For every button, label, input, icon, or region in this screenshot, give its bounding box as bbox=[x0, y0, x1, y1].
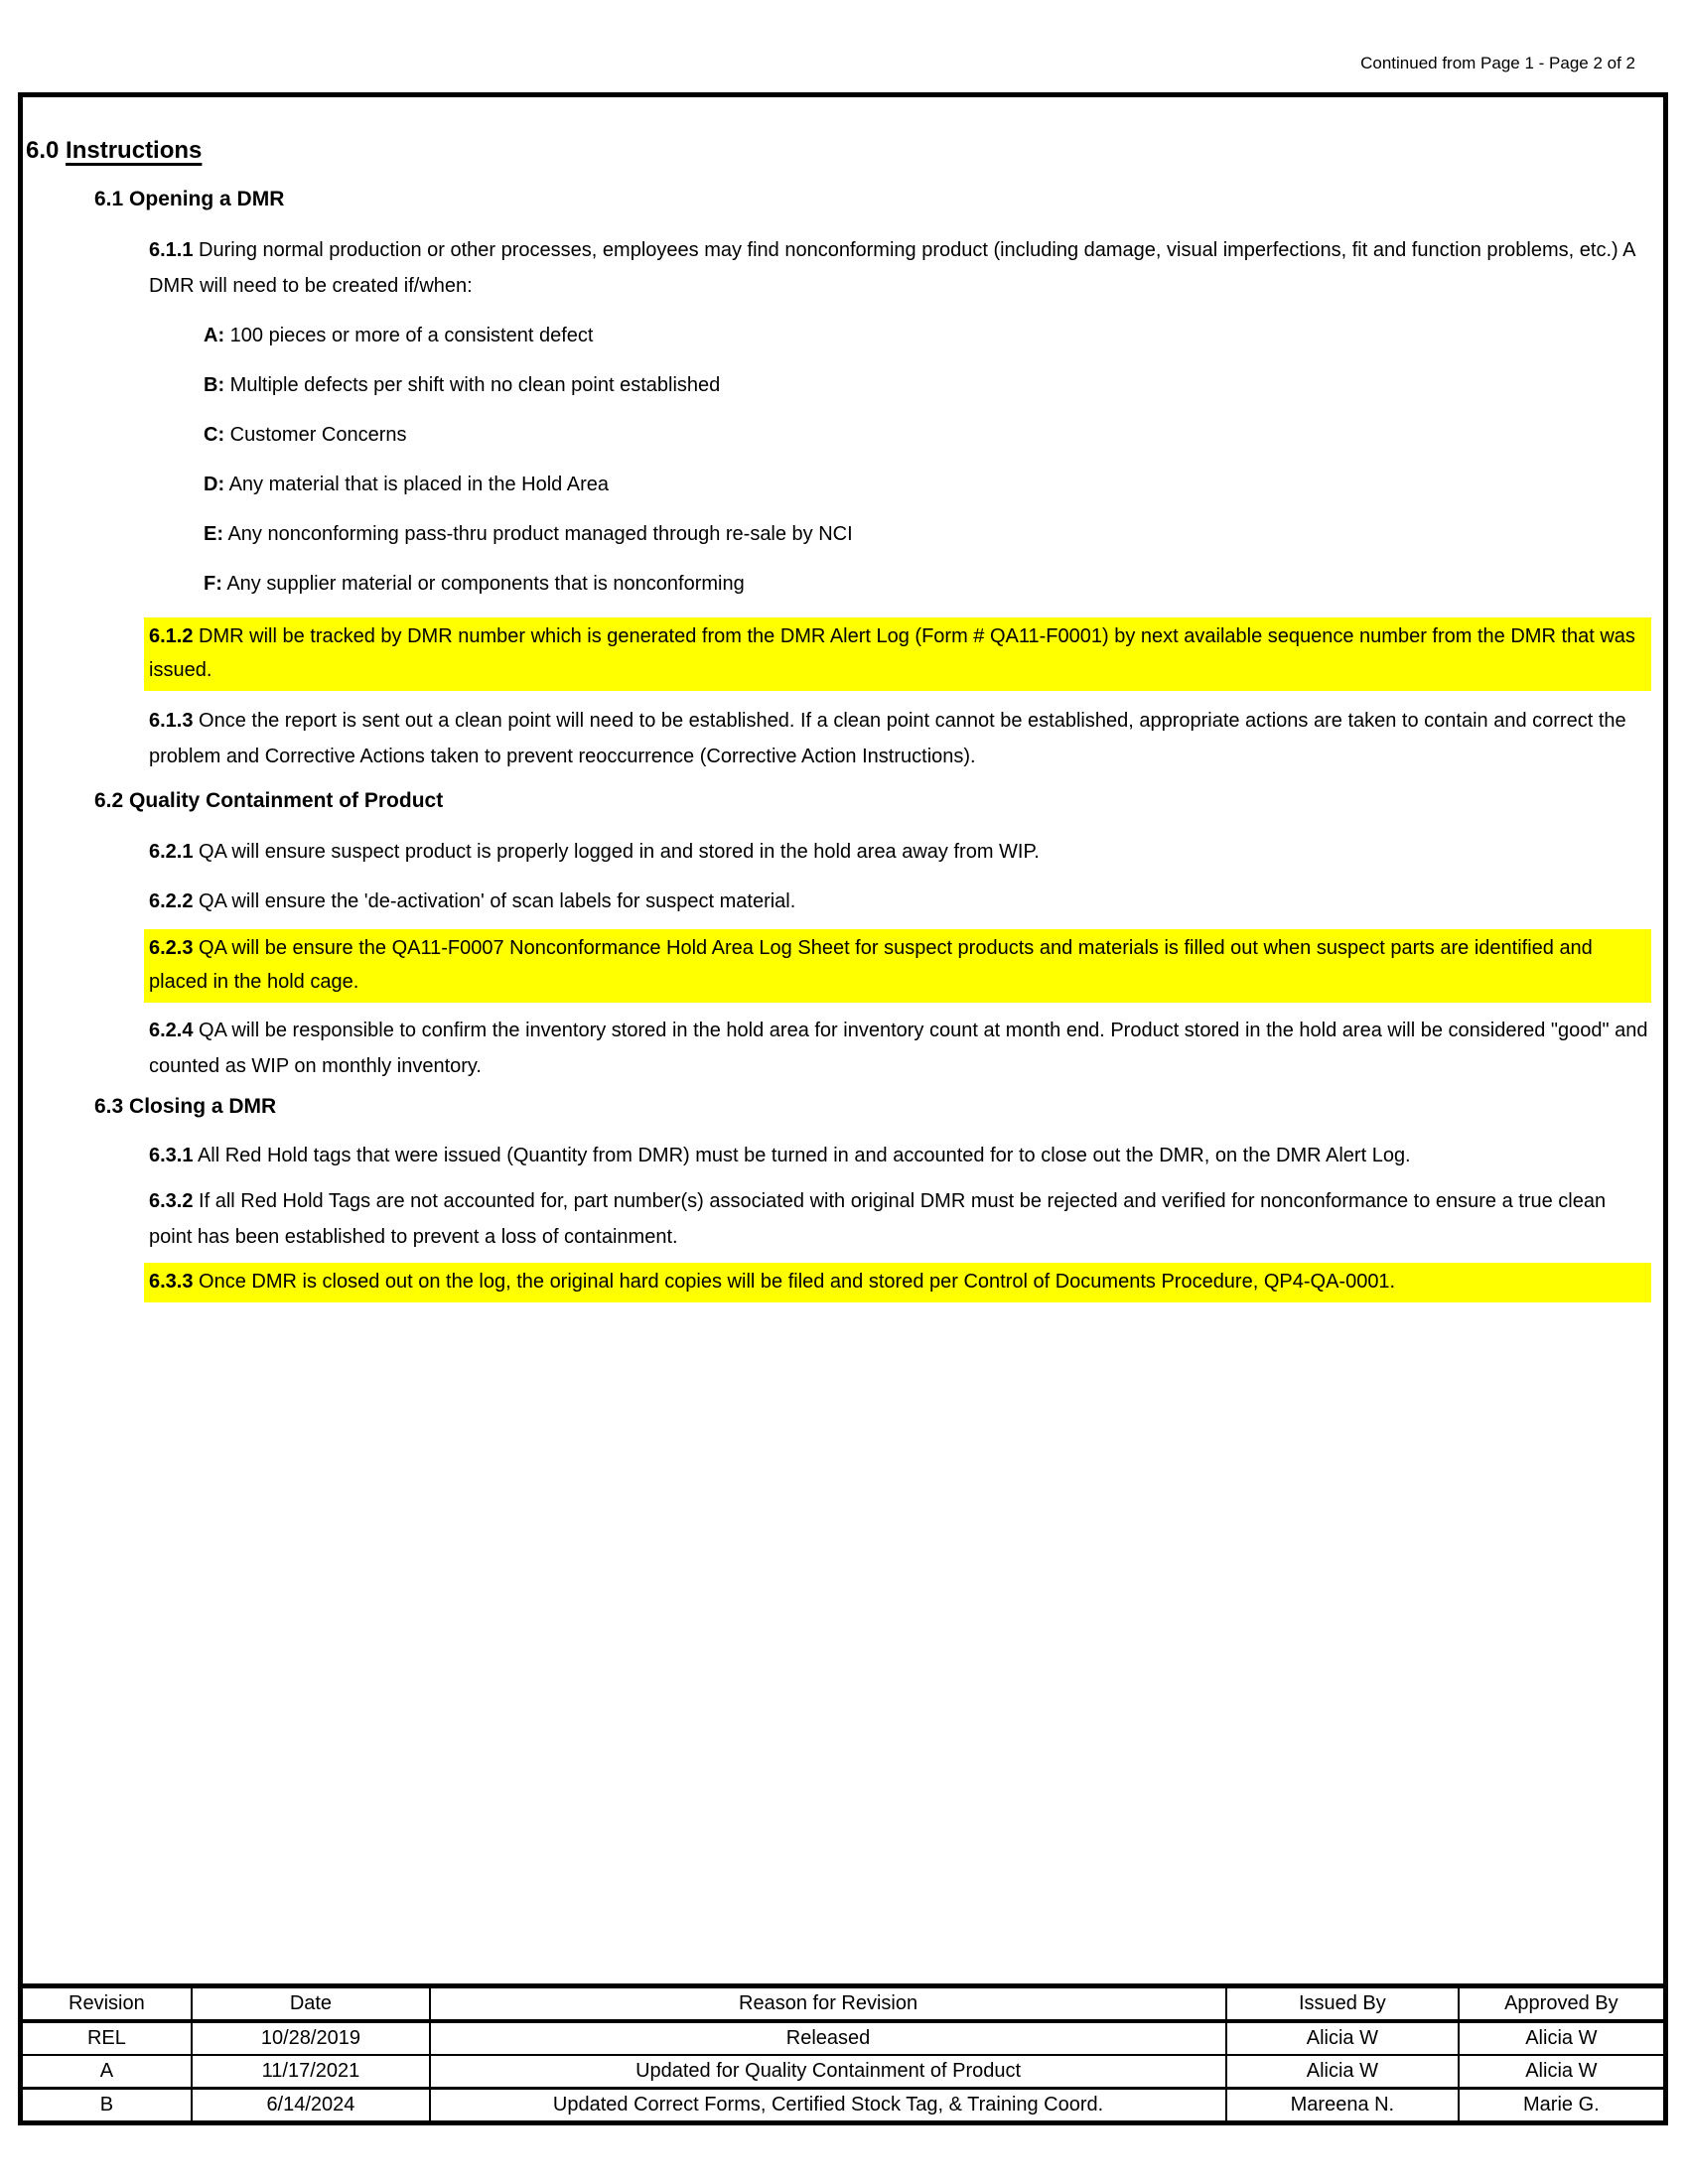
paragraph-6-3-2: 6.3.2 If all Red Hold Tags are not accounted for, part number(s) associated with original DMR must be rejected and verified for nonconformance to ensure a true clean point has been established to prevent a loss of containment. bbox=[149, 1190, 1607, 1248]
paragraph-number: 6.1.3 bbox=[149, 710, 194, 732]
issued-by-cell: Alicia W bbox=[1226, 2021, 1459, 2055]
date-cell: 10/28/2019 bbox=[192, 2021, 430, 2055]
issued-by-cell: Alicia W bbox=[1226, 2055, 1459, 2089]
paragraph-6-1-2-highlighted: 6.1.2 DMR will be tracked by DMR number which is generated from the DMR Alert Log (Form # QA11-F0001) by next available sequence number from the DMR that was issued. bbox=[144, 617, 1651, 691]
paragraph-number: 6.3.3 bbox=[149, 1271, 194, 1293]
issued-by-cell: Mareena N. bbox=[1226, 2089, 1459, 2123]
defect-criterion-e: E: Any nonconforming pass-thru product managed through re-sale by NCI bbox=[204, 523, 853, 545]
paragraph-number: 6.3.2 bbox=[149, 1190, 194, 1212]
paragraph-6-2-3-highlighted: 6.2.3 QA will be ensure the QA11-F0007 Nonconformance Hold Area Log Sheet for suspect products and materials is filled out when suspect parts are identified and placed in the hold cage. bbox=[144, 929, 1651, 1003]
subsection-heading-6-2: 6.2 Quality Containment of Product bbox=[94, 789, 444, 812]
revision-cell: A bbox=[21, 2055, 192, 2089]
paragraph-6-1-1: 6.1.1 During normal production or other processes, employees may find nonconforming product (including damage, visual imperfections, fit and function problems, etc.) A DMR will need to be created if/when: bbox=[149, 239, 1635, 297]
revision-cell: REL bbox=[21, 2021, 192, 2055]
revision-row-b bbox=[21, 2089, 1666, 2123]
approved-by-cell: Alicia W bbox=[1459, 2055, 1666, 2089]
approved-by-cell: Marie G. bbox=[1459, 2089, 1666, 2123]
reason-cell: Updated for Quality Containment of Product bbox=[430, 2055, 1226, 2089]
revision-cell: B bbox=[21, 2089, 192, 2123]
paragraph-6-3-1: 6.3.1 All Red Hold tags that were issued (Quantity from DMR) must be turned in and accounted for to close out the DMR, on the DMR Alert Log. bbox=[149, 1145, 1411, 1166]
paragraph-number: 6.1.2 bbox=[149, 625, 194, 647]
section-title: Instructions bbox=[66, 137, 203, 164]
issued-by-column-header: Issued By bbox=[1226, 1986, 1459, 2022]
reason-cell: Updated Correct Forms, Certified Stock Tag, & Training Coord. bbox=[430, 2089, 1226, 2123]
page-border-box bbox=[18, 92, 1668, 2125]
paragraph-6-2-2: 6.2.2 QA will ensure the 'de-activation' of scan labels for suspect material. bbox=[149, 890, 796, 912]
date-column-header: Date bbox=[192, 1986, 430, 2022]
defect-criterion-a: A: 100 pieces or more of a consistent defect bbox=[204, 325, 594, 346]
section-heading-6-0 bbox=[26, 137, 1663, 165]
defect-criterion-f: F: Any supplier material or components that is nonconforming bbox=[204, 573, 745, 595]
paragraph-number: 6.2.2 bbox=[149, 890, 194, 912]
paragraph-6-3-3-highlighted: 6.3.3 Once DMR is closed out on the log, the original hard copies will be filed and stored per Control of Documents Procedure, QP4-QA-0001. bbox=[144, 1263, 1651, 1302]
revision-column-header: Revision bbox=[21, 1986, 192, 2022]
paragraph-number: 6.1.1 bbox=[149, 239, 194, 261]
paragraph-number: 6.2.4 bbox=[149, 1020, 194, 1041]
date-cell: 6/14/2024 bbox=[192, 2089, 430, 2123]
subsection-heading-6-3: 6.3 Closing a DMR bbox=[94, 1095, 277, 1118]
paragraph-number: 6.2.3 bbox=[149, 937, 194, 959]
defect-criterion-d: D: Any material that is placed in the Hold Area bbox=[204, 474, 609, 495]
paragraph-6-1-3: 6.1.3 Once the report is sent out a clean point will need to be established. If a clean point cannot be established, appropriate actions are taken to contain and correct the problem and Corrective Actions taken to prevent reoccurrence (Corrective Action Instructions). bbox=[149, 710, 1626, 767]
reason-cell: Released bbox=[430, 2021, 1226, 2055]
subsection-heading-6-1: 6.1 Opening a DMR bbox=[94, 188, 285, 210]
defect-criterion-c: C: Customer Concerns bbox=[204, 424, 407, 446]
section-number: 6.0 bbox=[26, 137, 60, 164]
paragraph-number: 6.2.1 bbox=[149, 841, 194, 863]
revision-table-header-row bbox=[21, 1986, 1666, 2022]
reason-column-header: Reason for Revision bbox=[430, 1986, 1226, 2022]
revision-table bbox=[18, 1983, 1668, 2125]
revision-row-a bbox=[21, 2055, 1666, 2089]
revision-row-rel bbox=[21, 2021, 1666, 2055]
paragraph-6-2-4: 6.2.4 QA will be responsible to confirm the inventory stored in the hold area for inventory count at month end. Product stored in the hold area will be considered "good" and counted as WIP on monthly inventory. bbox=[149, 1020, 1648, 1077]
continuation-note: Continued from Page 1 - Page 2 of 2 bbox=[1360, 54, 1635, 72]
paragraph-6-2-1: 6.2.1 QA will ensure suspect product is properly logged in and stored in the hold area away from WIP. bbox=[149, 841, 1040, 863]
approved-by-cell: Alicia W bbox=[1459, 2021, 1666, 2055]
instructions-content bbox=[23, 97, 1663, 1302]
defect-criterion-b: B: Multiple defects per shift with no clean point established bbox=[204, 374, 721, 396]
paragraph-number: 6.3.1 bbox=[149, 1145, 194, 1166]
date-cell: 11/17/2021 bbox=[192, 2055, 430, 2089]
approved-by-column-header: Approved By bbox=[1459, 1986, 1666, 2022]
